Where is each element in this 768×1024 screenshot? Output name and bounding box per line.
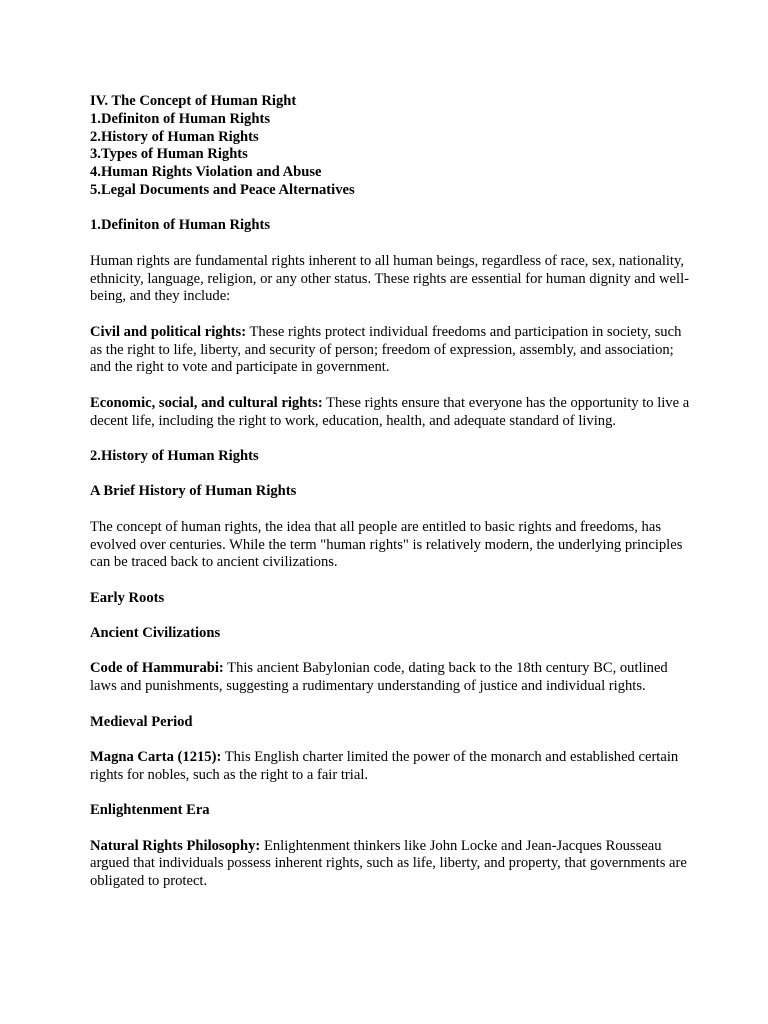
toc-item-1: 1.Definiton of Human Rights [90,110,271,127]
hammurabi-text: This ancient Babylonian code, dating back to the 18th century BC, outlined laws and punishments, suggesting a rudimentary understanding of justice and individual rights. [90,660,668,695]
document-page [90,93,690,891]
magna-carta-paragraph [90,749,690,785]
civil-political-lead: Civil and political rights: [90,323,247,340]
ancient-civilizations-heading: Ancient Civilizations [90,625,221,642]
toc-title: IV. The Concept of Human Right [90,93,297,109]
early-roots-heading: Early Roots [90,589,165,606]
toc-item-3: 3.Types of Human Rights [90,146,248,163]
section-2-heading: 2.History of Human Rights [90,447,259,464]
civil-political-paragraph [90,324,690,377]
section-1-intro: Human rights are fundamental rights inherent to all human beings, regardless of race, sex, nationality, ethnicity, language, religion, or any other status. These rights are essential for human dignity and well-being, and they include: [90,252,689,305]
economic-social-text: These rights ensure that everyone has the opportunity to live a decent life, including the right to work, education, health, and adequate standard of living. [90,394,690,429]
natural-rights-paragraph [90,838,690,891]
magna-carta-text: This English charter limited the power of the monarch and established certain rights for nobles, such as the right to a fair trial. [90,749,679,783]
table-of-contents [90,93,690,200]
toc-item-4: 4.Human Rights Violation and Abuse [90,164,322,181]
toc-item-2: 2.History of Human Rights [90,128,259,145]
section-1-heading: 1.Definiton of Human Rights [90,217,271,234]
economic-social-paragraph [90,395,690,431]
civil-political-text: These rights protect individual freedoms and participation in society, such as the right to life, liberty, and security of person; freedom of expression, assembly, and association; and the right to vote and participate in government. [90,323,682,376]
toc-item-5: 5.Legal Documents and Peace Alternatives [90,181,355,198]
natural-rights-text: Enlightenment thinkers like John Locke and Jean-Jacques Rousseau argued that individuals possess inherent rights, such as life, liberty, and property, that governments are obligated to protect. [90,837,687,890]
section-2-subheading: A Brief History of Human Rights [90,483,297,500]
hammurabi-lead: Code of Hammurabi: [90,660,224,677]
magna-carta-lead: Magna Carta (1215): [90,749,222,766]
hammurabi-paragraph [90,660,690,696]
medieval-period-heading: Medieval Period [90,713,193,730]
natural-rights-lead: Natural Rights Philosophy: [90,837,261,854]
economic-social-lead: Economic, social, and cultural rights: [90,394,323,411]
enlightenment-era-heading: Enlightenment Era [90,802,210,819]
section-2-intro: The concept of human rights, the idea that all people are entitled to basic rights and freedoms, has evolved over centuries. While the term "human rights" is relatively modern, the underlying principles can be traced back to ancient civilizations. [90,518,683,571]
